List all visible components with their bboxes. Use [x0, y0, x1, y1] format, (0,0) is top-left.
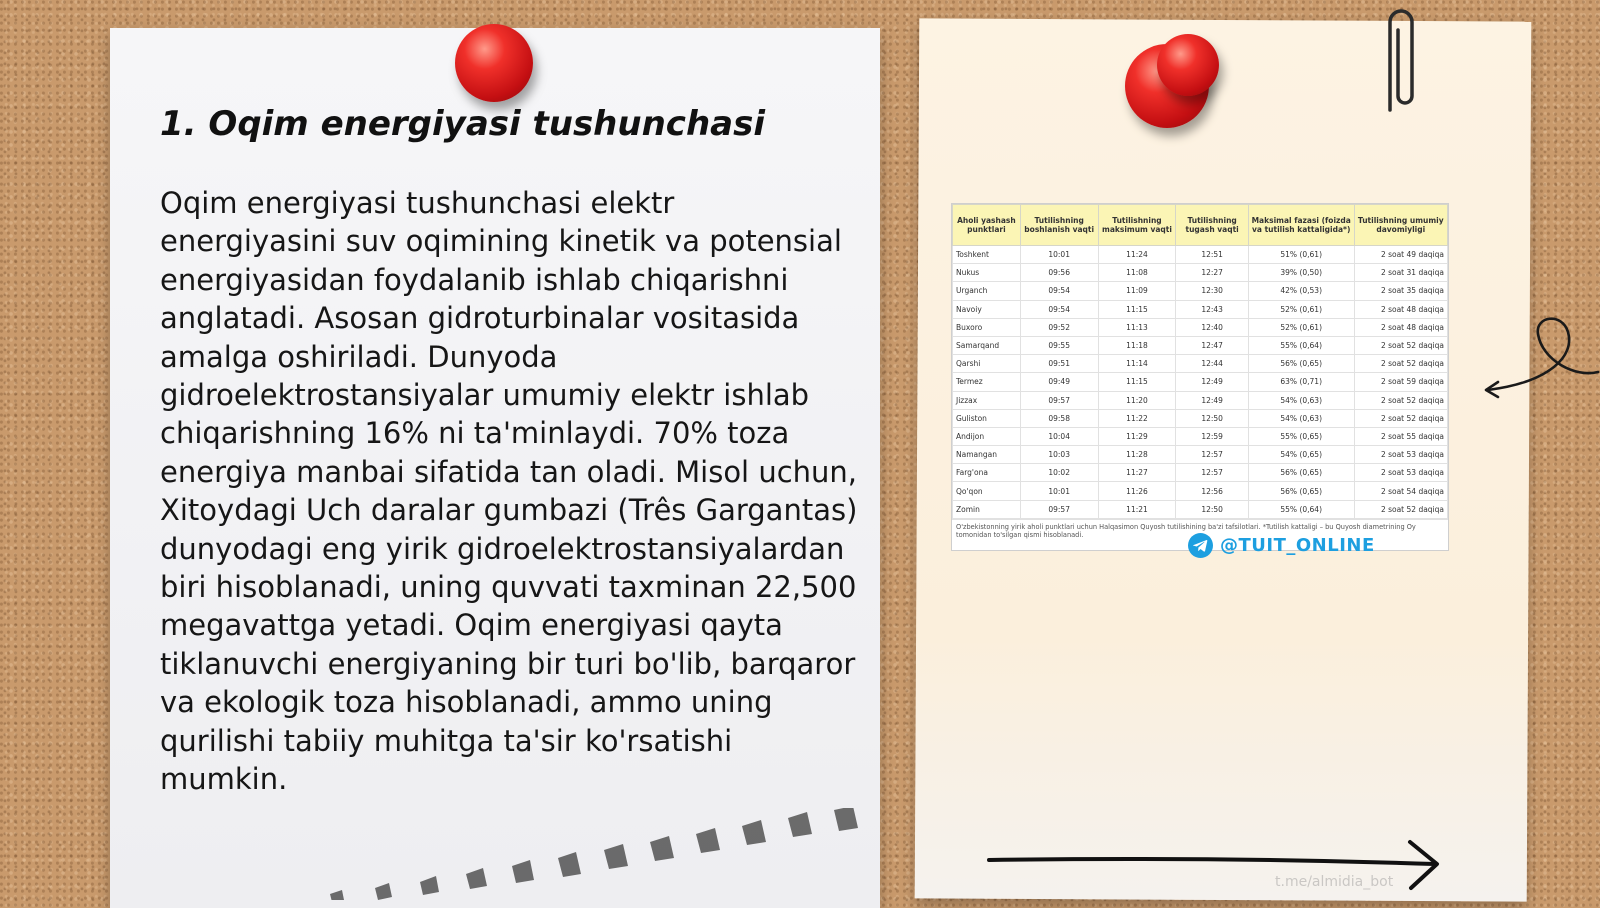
table-cell: 11:21 — [1098, 500, 1176, 518]
table-cell: 54% (0,63) — [1248, 409, 1354, 427]
table-cell: 11:15 — [1098, 373, 1176, 391]
table-row — [953, 246, 1448, 264]
table-cell: 10:03 — [1020, 446, 1098, 464]
table-cell: Nukus — [953, 264, 1021, 282]
table-cell: 09:58 — [1020, 409, 1098, 427]
table-cell: 12:50 — [1176, 500, 1248, 518]
table-cell: 12:59 — [1176, 427, 1248, 445]
table-cell: 12:44 — [1176, 355, 1248, 373]
table-cell: 09:57 — [1020, 500, 1098, 518]
squiggle-arrow-icon — [1480, 312, 1600, 412]
table-cell: 12:56 — [1176, 482, 1248, 500]
table-cell: Jizzax — [953, 391, 1021, 409]
table-cell: Toshkent — [953, 246, 1021, 264]
table-cell: 09:54 — [1020, 282, 1098, 300]
table-cell: 11:14 — [1098, 355, 1176, 373]
table-cell: 11:18 — [1098, 336, 1176, 354]
table-cell: 11:27 — [1098, 464, 1176, 482]
table-cell: 09:54 — [1020, 300, 1098, 318]
table-cell: 11:09 — [1098, 282, 1176, 300]
table-cell: 52% (0,61) — [1248, 318, 1354, 336]
table-cell: 2 soat 52 daqiqa — [1354, 336, 1447, 354]
table-row — [953, 355, 1448, 373]
watermark-text: t.me/almidia_bot — [1275, 874, 1394, 890]
table-cell: 56% (0,65) — [1248, 464, 1354, 482]
table-row — [953, 373, 1448, 391]
table-cell: Qo'qon — [953, 482, 1021, 500]
pushpin-icon — [455, 24, 533, 102]
table-cell: Samarqand — [953, 336, 1021, 354]
table-cell: Zomin — [953, 500, 1021, 518]
table-row — [953, 427, 1448, 445]
telegram-icon — [1188, 533, 1213, 558]
table-header-cell: Tutilishning maksimum vaqti — [1098, 205, 1176, 246]
table-row — [953, 282, 1448, 300]
table-cell: 09:52 — [1020, 318, 1098, 336]
table-cell: Buxoro — [953, 318, 1021, 336]
table-cell: 55% (0,64) — [1248, 336, 1354, 354]
table-header-cell: Tutilishning tugash vaqti — [1176, 205, 1248, 246]
table-cell: 12:40 — [1176, 318, 1248, 336]
table-cell: 12:51 — [1176, 246, 1248, 264]
table-cell: 2 soat 35 daqiqa — [1354, 282, 1447, 300]
table-cell: 09:49 — [1020, 373, 1098, 391]
table-cell: 2 soat 52 daqiqa — [1354, 355, 1447, 373]
table-body — [953, 246, 1448, 519]
table-cell: 55% (0,64) — [1248, 500, 1354, 518]
table-header-row — [953, 205, 1448, 246]
table-cell: 2 soat 52 daqiqa — [1354, 391, 1447, 409]
table-row — [953, 482, 1448, 500]
table-cell: Urganch — [953, 282, 1021, 300]
table-cell: Navoiy — [953, 300, 1021, 318]
table-row — [953, 264, 1448, 282]
table-cell: 2 soat 48 daqiqa — [1354, 300, 1447, 318]
paperclip-icon — [1378, 0, 1422, 125]
table-header-cell: Tutilishning umumiy davomiyligi — [1354, 205, 1447, 246]
table-cell: 09:57 — [1020, 391, 1098, 409]
table-cell: 42% (0,53) — [1248, 282, 1354, 300]
table-cell: 12:57 — [1176, 464, 1248, 482]
table-cell: 11:24 — [1098, 246, 1176, 264]
table-cell: 55% (0,65) — [1248, 427, 1354, 445]
channel-badge — [1188, 533, 1375, 558]
table-cell: 12:47 — [1176, 336, 1248, 354]
table-cell: 2 soat 49 daqiqa — [1354, 246, 1447, 264]
table-row — [953, 464, 1448, 482]
table-row — [953, 500, 1448, 518]
table-cell: 10:02 — [1020, 464, 1098, 482]
table-cell: Andijon — [953, 427, 1021, 445]
table-cell: 11:28 — [1098, 446, 1176, 464]
table-cell: 11:22 — [1098, 409, 1176, 427]
table-row — [953, 318, 1448, 336]
table-cell: 12:49 — [1176, 373, 1248, 391]
table-row — [953, 336, 1448, 354]
table-cell: 12:49 — [1176, 391, 1248, 409]
table-row — [953, 300, 1448, 318]
table-row — [953, 409, 1448, 427]
table-cell: 11:26 — [1098, 482, 1176, 500]
table-cell: 2 soat 55 daqiqa — [1354, 427, 1447, 445]
table-cell: 2 soat 54 daqiqa — [1354, 482, 1447, 500]
table-row — [953, 446, 1448, 464]
notebook-spiral-icon — [320, 808, 880, 900]
channel-handle: @TUIT_ONLINE — [1220, 535, 1375, 556]
table-cell: Qarshi — [953, 355, 1021, 373]
table-cell: 10:01 — [1020, 246, 1098, 264]
table-cell: 2 soat 31 daqiqa — [1354, 264, 1447, 282]
table-cell: 10:01 — [1020, 482, 1098, 500]
table-cell: Farg'ona — [953, 464, 1021, 482]
table-footnote: O'zbekistonning yirik aholi punktlari uchun Halqasimon Quyosh tutilishining ba'zi tafsilotlari. *Tutilish kattaligi – bu Quyosh diametrining Oy tomonidan to'silgan qismi hisoblanadi. — [952, 519, 1448, 542]
table-cell: Termez — [953, 373, 1021, 391]
table-row — [953, 391, 1448, 409]
table-header-cell: Aholi yashash punktlari — [953, 205, 1021, 246]
table-cell: 11:15 — [1098, 300, 1176, 318]
table-cell: 2 soat 52 daqiqa — [1354, 500, 1447, 518]
table-cell: 2 soat 52 daqiqa — [1354, 409, 1447, 427]
slide-title: 1. Oqim energiyasi tushunchasi — [160, 104, 765, 144]
table-cell: 2 soat 48 daqiqa — [1354, 318, 1447, 336]
table-cell: 56% (0,65) — [1248, 482, 1354, 500]
table-cell: 12:50 — [1176, 409, 1248, 427]
table-cell: 09:55 — [1020, 336, 1098, 354]
table-cell: 11:20 — [1098, 391, 1176, 409]
table-cell: 09:51 — [1020, 355, 1098, 373]
table-cell: 54% (0,65) — [1248, 446, 1354, 464]
table-cell: 11:13 — [1098, 318, 1176, 336]
table-cell: 2 soat 53 daqiqa — [1354, 464, 1447, 482]
table-cell: 39% (0,50) — [1248, 264, 1354, 282]
table-cell: 12:43 — [1176, 300, 1248, 318]
table-cell: 63% (0,71) — [1248, 373, 1354, 391]
table-header-cell: Tutilishning boshlanish vaqti — [1020, 205, 1098, 246]
table-cell: Namangan — [953, 446, 1021, 464]
table-cell: 56% (0,65) — [1248, 355, 1354, 373]
table-cell: 51% (0,61) — [1248, 246, 1354, 264]
table-cell: 11:08 — [1098, 264, 1176, 282]
table-cell: 52% (0,61) — [1248, 300, 1354, 318]
table-cell: 09:56 — [1020, 264, 1098, 282]
data-table — [952, 204, 1448, 519]
table-cell: 2 soat 53 daqiqa — [1354, 446, 1447, 464]
pushpin-icon — [1157, 34, 1219, 96]
table-header-cell: Maksimal fazasi (foizda va tutilish kattaligida*) — [1248, 205, 1354, 246]
arrow-right-icon — [985, 838, 1445, 898]
slide-body-text: Oqim energiyasi tushunchasi elektr energiyasini suv oqimining kinetik va potensial energiyasidan foydalanib ishlab chiqarishni anglatadi. Asosan gidroturbinalar vositasida amalga oshiriladi. Dunyoda gidroelektrostansiyalar umumiy elektr ishlab chiqarishning 16% ni ta'minlaydi. 70% toza energiya manbai sifatida tan oladi. Misol uchun, Xitoydagi Uch daralar gumbazi (Três Gargantas) dunyodagi eng yirik gidroelektrostansiyalardan biri hisoblanadi, uning quvvati taxminan 22,500 megavattga yetadi. Oqim energiyasi qayta tiklanuvchi energiyaning bir turi bo'lib, barqaror va ekologik toza hisoblanadi, ammo uning qurilishi tabiiy muhitga ta'sir ko'rsatishi mumkin. — [160, 186, 858, 797]
eclipse-data-table — [951, 203, 1449, 551]
table-cell: 10:04 — [1020, 427, 1098, 445]
table-cell: 12:30 — [1176, 282, 1248, 300]
table-cell: 54% (0,63) — [1248, 391, 1354, 409]
table-cell: 12:57 — [1176, 446, 1248, 464]
table-cell: 12:27 — [1176, 264, 1248, 282]
table-cell: 11:29 — [1098, 427, 1176, 445]
table-cell: 2 soat 59 daqiqa — [1354, 373, 1447, 391]
table-cell: Guliston — [953, 409, 1021, 427]
